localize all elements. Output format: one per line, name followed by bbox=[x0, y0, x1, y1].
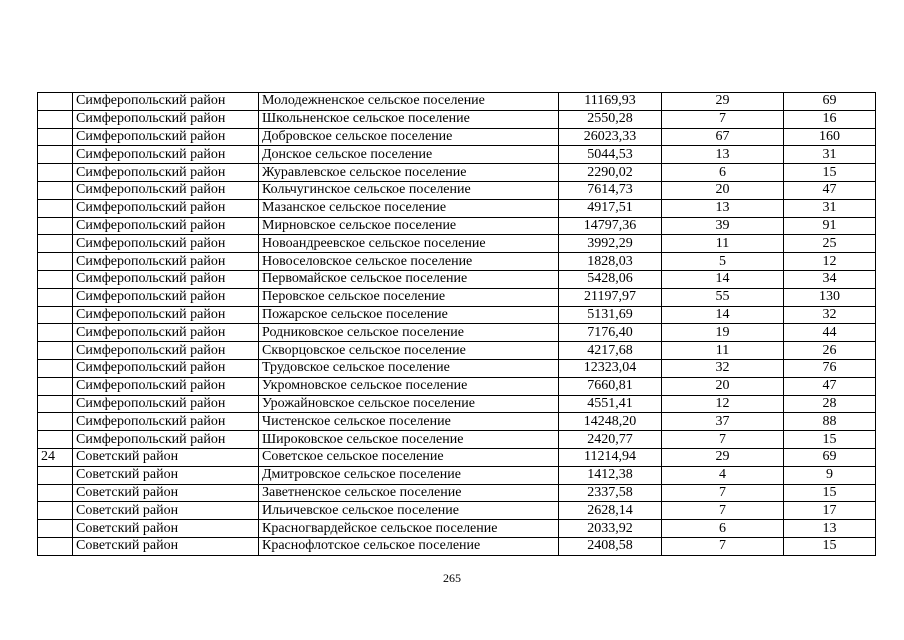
settlement-cell: Мазанское сельское поселение bbox=[259, 199, 559, 217]
row-number-cell bbox=[38, 466, 73, 484]
district-cell: Симферопольский район bbox=[73, 217, 259, 235]
table-row bbox=[38, 359, 876, 377]
district-cell: Симферопольский район bbox=[73, 146, 259, 164]
value1-cell: 19 bbox=[662, 324, 784, 342]
value1-cell: 7 bbox=[662, 502, 784, 520]
page-number: 265 bbox=[443, 571, 461, 585]
district-cell: Симферопольский район bbox=[73, 342, 259, 360]
area-cell: 5044,53 bbox=[559, 146, 662, 164]
district-cell: Симферопольский район bbox=[73, 128, 259, 146]
district-cell: Советский район bbox=[73, 484, 259, 502]
table-row bbox=[38, 253, 876, 271]
value1-cell: 29 bbox=[662, 93, 784, 111]
value2-cell: 91 bbox=[784, 217, 876, 235]
value1-cell: 32 bbox=[662, 359, 784, 377]
table-row bbox=[38, 288, 876, 306]
area-cell: 14248,20 bbox=[559, 413, 662, 431]
table-row bbox=[38, 164, 876, 182]
table-body bbox=[38, 93, 876, 556]
area-cell: 12323,04 bbox=[559, 359, 662, 377]
value1-cell: 13 bbox=[662, 146, 784, 164]
area-cell: 11214,94 bbox=[559, 448, 662, 466]
value2-cell: 69 bbox=[784, 93, 876, 111]
row-number-cell bbox=[38, 93, 73, 111]
district-cell: Советский район bbox=[73, 537, 259, 555]
area-cell: 4551,41 bbox=[559, 395, 662, 413]
table-row bbox=[38, 93, 876, 111]
district-cell: Симферопольский район bbox=[73, 324, 259, 342]
row-number-cell bbox=[38, 413, 73, 431]
area-cell: 11169,93 bbox=[559, 93, 662, 111]
value2-cell: 69 bbox=[784, 448, 876, 466]
value2-cell: 47 bbox=[784, 377, 876, 395]
row-number-cell bbox=[38, 537, 73, 555]
settlement-cell: Родниковское сельское поселение bbox=[259, 324, 559, 342]
area-cell: 2337,58 bbox=[559, 484, 662, 502]
table-row bbox=[38, 128, 876, 146]
value1-cell: 11 bbox=[662, 235, 784, 253]
settlement-cell: Мирновское сельское поселение bbox=[259, 217, 559, 235]
settlement-cell: Журавлевское сельское поселение bbox=[259, 164, 559, 182]
area-cell: 4917,51 bbox=[559, 199, 662, 217]
settlement-cell: Скворцовское сельское поселение bbox=[259, 342, 559, 360]
value2-cell: 130 bbox=[784, 288, 876, 306]
row-number-cell bbox=[38, 199, 73, 217]
row-number-cell: 24 bbox=[38, 448, 73, 466]
area-cell: 4217,68 bbox=[559, 342, 662, 360]
settlement-cell: Красногвардейское сельское поселение bbox=[259, 520, 559, 538]
area-cell: 21197,97 bbox=[559, 288, 662, 306]
settlement-cell: Дмитровское сельское поселение bbox=[259, 466, 559, 484]
area-cell: 2290,02 bbox=[559, 164, 662, 182]
table-row bbox=[38, 395, 876, 413]
value1-cell: 55 bbox=[662, 288, 784, 306]
value1-cell: 39 bbox=[662, 217, 784, 235]
area-cell: 14797,36 bbox=[559, 217, 662, 235]
settlement-cell: Ильичевское сельское поселение bbox=[259, 502, 559, 520]
value2-cell: 28 bbox=[784, 395, 876, 413]
value1-cell: 14 bbox=[662, 306, 784, 324]
value1-cell: 37 bbox=[662, 413, 784, 431]
value1-cell: 13 bbox=[662, 199, 784, 217]
row-number-cell bbox=[38, 253, 73, 271]
value2-cell: 31 bbox=[784, 146, 876, 164]
value2-cell: 26 bbox=[784, 342, 876, 360]
row-number-cell bbox=[38, 128, 73, 146]
value2-cell: 15 bbox=[784, 537, 876, 555]
table-row bbox=[38, 342, 876, 360]
area-cell: 2550,28 bbox=[559, 110, 662, 128]
table-row bbox=[38, 502, 876, 520]
table-row bbox=[38, 324, 876, 342]
settlement-cell: Советское сельское поселение bbox=[259, 448, 559, 466]
settlement-cell: Новоандреевское сельское поселение bbox=[259, 235, 559, 253]
value1-cell: 7 bbox=[662, 431, 784, 449]
settlement-cell: Первомайское сельское поселение bbox=[259, 270, 559, 288]
table-row bbox=[38, 413, 876, 431]
district-cell: Симферопольский район bbox=[73, 199, 259, 217]
area-cell: 7660,81 bbox=[559, 377, 662, 395]
area-cell: 5131,69 bbox=[559, 306, 662, 324]
area-cell: 26023,33 bbox=[559, 128, 662, 146]
value2-cell: 25 bbox=[784, 235, 876, 253]
area-cell: 2628,14 bbox=[559, 502, 662, 520]
table-row bbox=[38, 520, 876, 538]
value2-cell: 9 bbox=[784, 466, 876, 484]
table-row bbox=[38, 181, 876, 199]
value1-cell: 11 bbox=[662, 342, 784, 360]
row-number-cell bbox=[38, 520, 73, 538]
value2-cell: 76 bbox=[784, 359, 876, 377]
table-row bbox=[38, 448, 876, 466]
row-number-cell bbox=[38, 270, 73, 288]
value1-cell: 7 bbox=[662, 537, 784, 555]
settlement-cell: Укромновское сельское поселение bbox=[259, 377, 559, 395]
value2-cell: 13 bbox=[784, 520, 876, 538]
row-number-cell bbox=[38, 502, 73, 520]
table-row bbox=[38, 235, 876, 253]
settlement-cell: Кольчугинское сельское поселение bbox=[259, 181, 559, 199]
settlement-cell: Школьненское сельское поселение bbox=[259, 110, 559, 128]
district-cell: Симферопольский район bbox=[73, 413, 259, 431]
value1-cell: 6 bbox=[662, 520, 784, 538]
area-cell: 2420,77 bbox=[559, 431, 662, 449]
area-cell: 2033,92 bbox=[559, 520, 662, 538]
row-number-cell bbox=[38, 484, 73, 502]
district-cell: Симферопольский район bbox=[73, 395, 259, 413]
district-cell: Симферопольский район bbox=[73, 431, 259, 449]
value1-cell: 14 bbox=[662, 270, 784, 288]
settlement-cell: Перовское сельское поселение bbox=[259, 288, 559, 306]
settlement-cell: Заветненское сельское поселение bbox=[259, 484, 559, 502]
value2-cell: 32 bbox=[784, 306, 876, 324]
settlement-cell: Молодежненское сельское поселение bbox=[259, 93, 559, 111]
settlement-cell: Новоселовское сельское поселение bbox=[259, 253, 559, 271]
area-cell: 7614,73 bbox=[559, 181, 662, 199]
table-row bbox=[38, 306, 876, 324]
district-cell: Симферопольский район bbox=[73, 93, 259, 111]
value2-cell: 44 bbox=[784, 324, 876, 342]
table-row bbox=[38, 110, 876, 128]
value2-cell: 15 bbox=[784, 484, 876, 502]
area-cell: 1412,38 bbox=[559, 466, 662, 484]
area-cell: 1828,03 bbox=[559, 253, 662, 271]
row-number-cell bbox=[38, 324, 73, 342]
settlement-cell: Краснофлотское сельское поселение bbox=[259, 537, 559, 555]
area-cell: 7176,40 bbox=[559, 324, 662, 342]
row-number-cell bbox=[38, 217, 73, 235]
district-cell: Советский район bbox=[73, 502, 259, 520]
value1-cell: 67 bbox=[662, 128, 784, 146]
district-cell: Симферопольский район bbox=[73, 270, 259, 288]
table-row bbox=[38, 537, 876, 555]
settlements-table bbox=[37, 92, 876, 556]
value2-cell: 15 bbox=[784, 431, 876, 449]
area-cell: 5428,06 bbox=[559, 270, 662, 288]
district-cell: Симферопольский район bbox=[73, 181, 259, 199]
table-row bbox=[38, 484, 876, 502]
value1-cell: 7 bbox=[662, 484, 784, 502]
district-cell: Симферопольский район bbox=[73, 235, 259, 253]
settlement-cell: Урожайновское сельское поселение bbox=[259, 395, 559, 413]
table-row bbox=[38, 431, 876, 449]
row-number-cell bbox=[38, 431, 73, 449]
settlement-cell: Пожарское сельское поселение bbox=[259, 306, 559, 324]
row-number-cell bbox=[38, 306, 73, 324]
value1-cell: 20 bbox=[662, 181, 784, 199]
settlement-cell: Чистенское сельское поселение bbox=[259, 413, 559, 431]
settlement-cell: Добровское сельское поселение bbox=[259, 128, 559, 146]
table-row bbox=[38, 377, 876, 395]
row-number-cell bbox=[38, 359, 73, 377]
district-cell: Симферопольский район bbox=[73, 253, 259, 271]
row-number-cell bbox=[38, 110, 73, 128]
value2-cell: 15 bbox=[784, 164, 876, 182]
area-cell: 2408,58 bbox=[559, 537, 662, 555]
row-number-cell bbox=[38, 164, 73, 182]
row-number-cell bbox=[38, 377, 73, 395]
district-cell: Советский район bbox=[73, 448, 259, 466]
value2-cell: 16 bbox=[784, 110, 876, 128]
value1-cell: 4 bbox=[662, 466, 784, 484]
table-row bbox=[38, 466, 876, 484]
row-number-cell bbox=[38, 288, 73, 306]
row-number-cell bbox=[38, 146, 73, 164]
table-row bbox=[38, 146, 876, 164]
value1-cell: 20 bbox=[662, 377, 784, 395]
row-number-cell bbox=[38, 181, 73, 199]
district-cell: Симферопольский район bbox=[73, 288, 259, 306]
district-cell: Симферопольский район bbox=[73, 377, 259, 395]
row-number-cell bbox=[38, 342, 73, 360]
value2-cell: 160 bbox=[784, 128, 876, 146]
settlement-cell: Донское сельское поселение bbox=[259, 146, 559, 164]
value1-cell: 6 bbox=[662, 164, 784, 182]
table-row bbox=[38, 199, 876, 217]
value2-cell: 88 bbox=[784, 413, 876, 431]
district-cell: Советский район bbox=[73, 520, 259, 538]
area-cell: 3992,29 bbox=[559, 235, 662, 253]
table-row bbox=[38, 270, 876, 288]
value2-cell: 31 bbox=[784, 199, 876, 217]
district-cell: Симферопольский район bbox=[73, 306, 259, 324]
district-cell: Симферопольский район bbox=[73, 164, 259, 182]
value2-cell: 47 bbox=[784, 181, 876, 199]
settlement-cell: Широковское сельское поселение bbox=[259, 431, 559, 449]
value1-cell: 7 bbox=[662, 110, 784, 128]
table-row bbox=[38, 217, 876, 235]
row-number-cell bbox=[38, 235, 73, 253]
value2-cell: 17 bbox=[784, 502, 876, 520]
value1-cell: 29 bbox=[662, 448, 784, 466]
value2-cell: 34 bbox=[784, 270, 876, 288]
row-number-cell bbox=[38, 395, 73, 413]
district-cell: Симферопольский район bbox=[73, 359, 259, 377]
value1-cell: 5 bbox=[662, 253, 784, 271]
value1-cell: 12 bbox=[662, 395, 784, 413]
settlement-cell: Трудовское сельское поселение bbox=[259, 359, 559, 377]
value2-cell: 12 bbox=[784, 253, 876, 271]
district-cell: Симферопольский район bbox=[73, 110, 259, 128]
district-cell: Советский район bbox=[73, 466, 259, 484]
